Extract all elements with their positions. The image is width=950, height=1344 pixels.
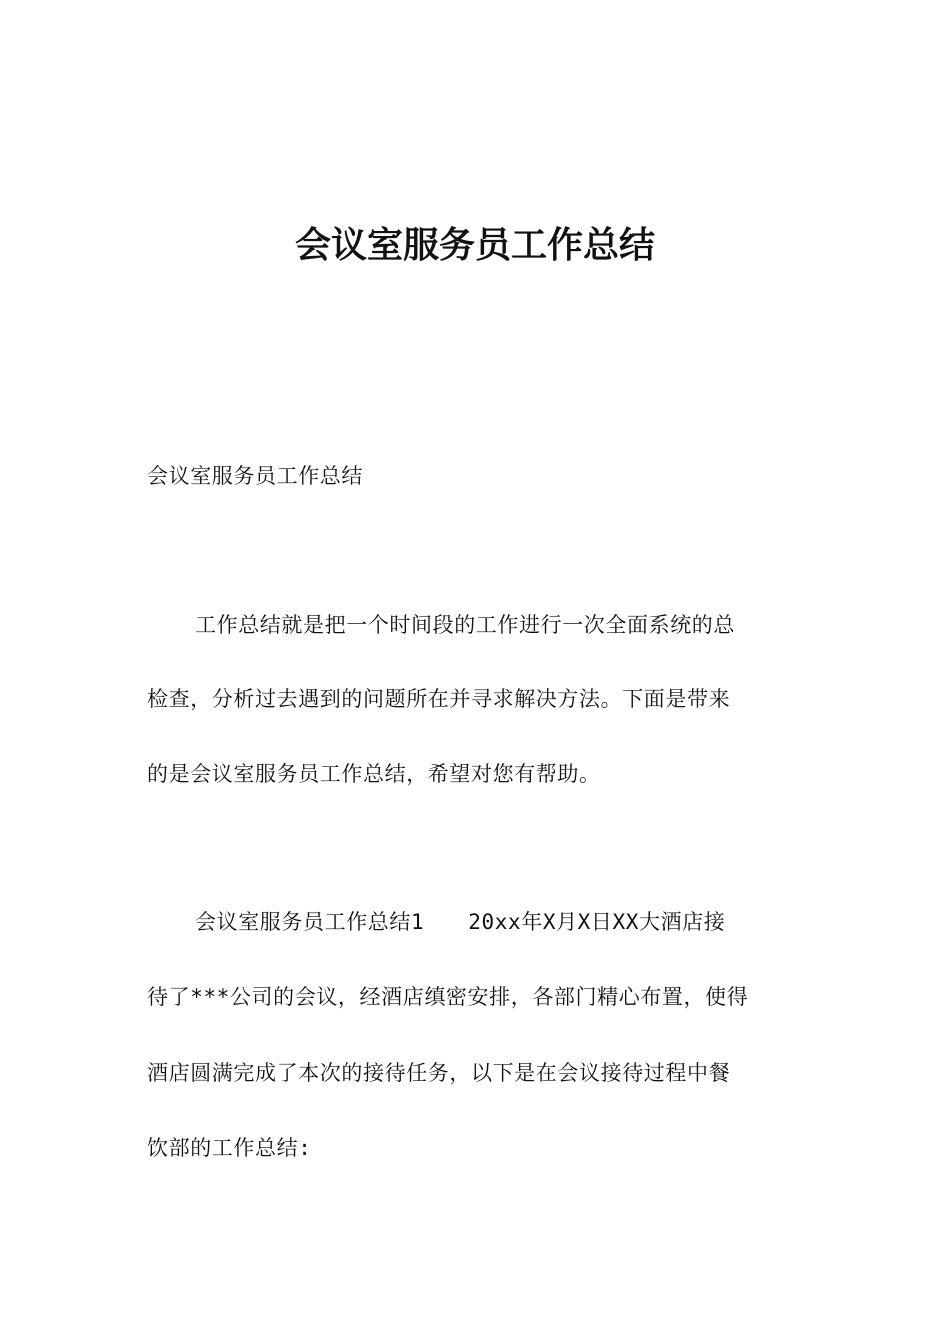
- section1-heading: 会议室服务员工作总结1: [195, 910, 425, 934]
- section1-line-2: 待了***公司的会议，经酒店缜密安排，各部门精心布置，使得: [147, 985, 749, 1009]
- document-subtitle: 会议室服务员工作总结: [147, 464, 363, 488]
- section1-line-1: 20xx年X月X日XX大酒店接: [468, 910, 726, 934]
- section1-first-line: [195, 909, 855, 936]
- document-title: 会议室服务员工作总结: [294, 225, 655, 266]
- intro-line-3: 的是会议室服务员工作总结，希望对您有帮助。: [147, 762, 601, 786]
- intro-line-2: 检查，分析过去遇到的问题所在并寻求解决方法。下面是带来: [147, 687, 731, 711]
- section1-line-3: 酒店圆满完成了本次的接待任务，以下是在会议接待过程中餐: [147, 1061, 731, 1085]
- section1-line-4: 饮部的工作总结:: [147, 1136, 312, 1160]
- intro-line-1: 工作总结就是把一个时间段的工作进行一次全面系统的总: [195, 613, 735, 637]
